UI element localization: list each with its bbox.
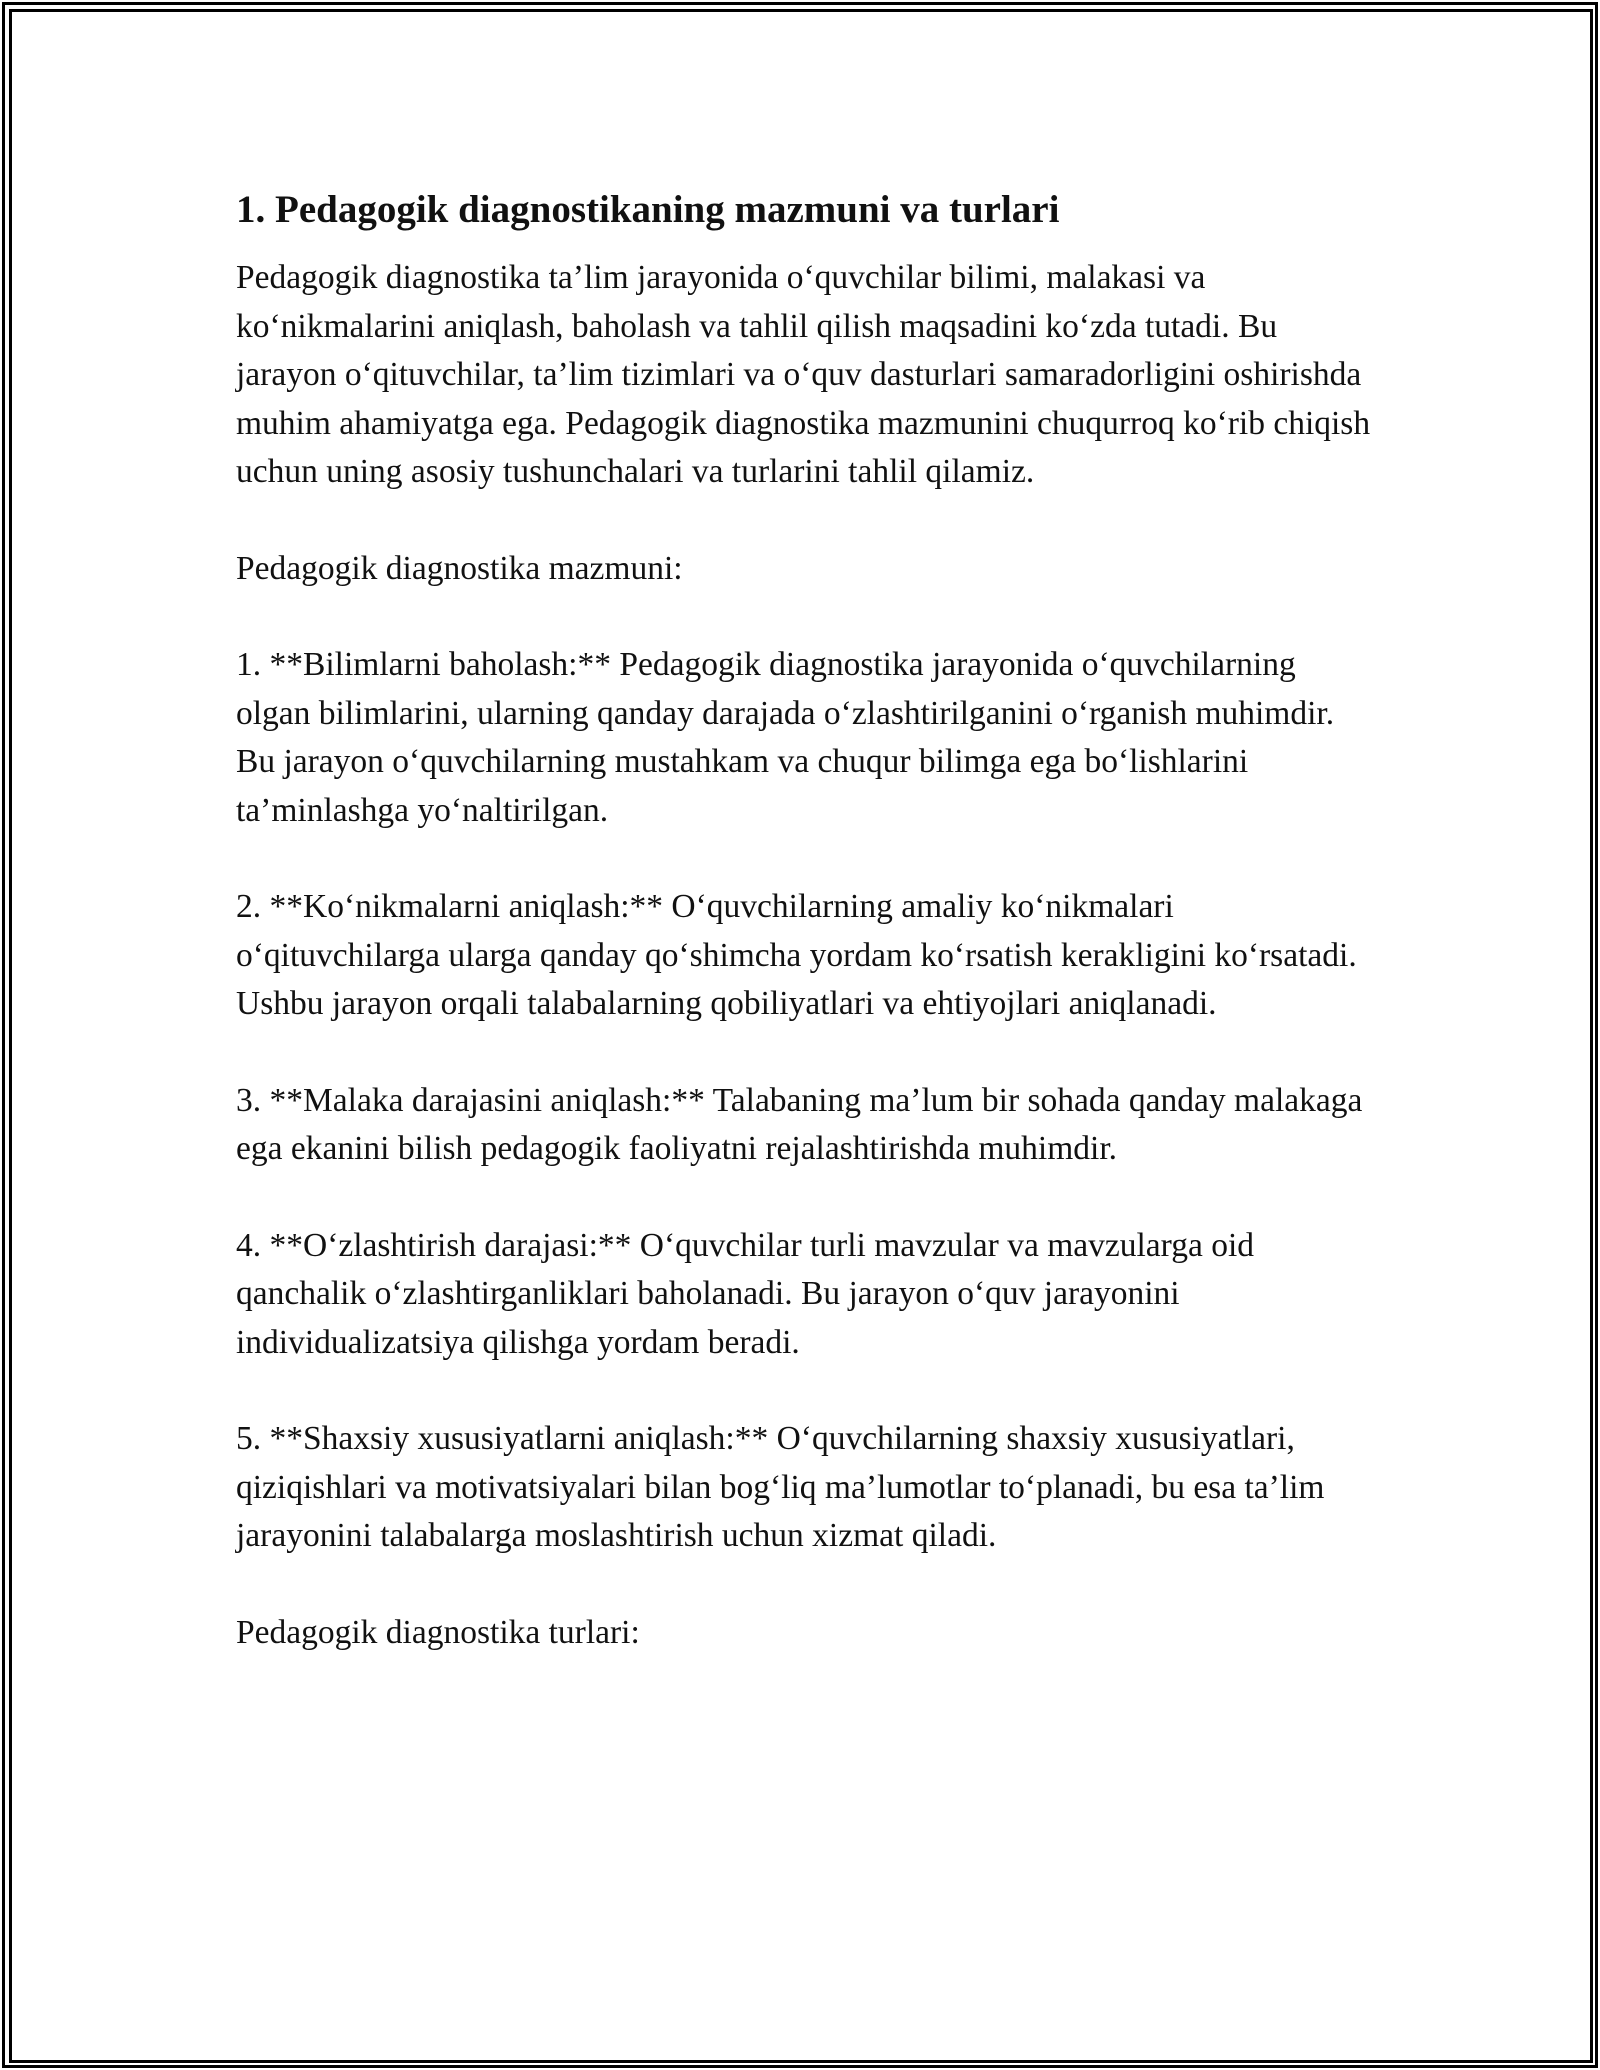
document-body (236, 186, 1376, 1705)
list-item-skills: 2. **Ko‘nikmalarni aniqlash:** O‘quvchilarning amaliy ko‘nikmalari o‘qituvchilarga ularga qanday qo‘shimcha yordam ko‘rsatish kerakligini ko‘rsatadi. Ushbu jarayon orqali talabalarning qobiliyatlari va ehtiyojlari aniqlanadi. (236, 888, 1357, 1022)
content-subheading: Pedagogik diagnostika mazmuni: (236, 549, 683, 587)
list-item-personal-traits: 5. **Shaxsiy xususiyatlarni aniqlash:** O‘quvchilarning shaxsiy xususiyatlari, qiziqishlari va motivatsiyalari bilan bog‘liq ma’lumotlar to‘planadi, bu esa ta’lim jarayonini talabalarga moslashtirish uchun xizmat qiladi. (236, 1420, 1325, 1554)
list-item-knowledge: 1. **Bilimlarni baholash:** Pedagogik diagnostika jarayonida o‘quvchilarning olgan bilimlarini, ularning qanday darajada o‘zlashtirilganini o‘rganish muhimdir. Bu jarayon o‘quvchilarning mustahkam va chuqur bilimga ega bo‘lishlarini ta’minlashga yo‘naltirilgan. (236, 646, 1335, 829)
section-heading: 1. Pedagogik diagnostikaning mazmuni va turlari (236, 188, 1060, 231)
list-item-mastery: 4. **O‘zlashtirish darajasi:** O‘quvchilar turli mavzular va mavzularga oid qanchalik o‘zlashtirganliklari baholanadi. Bu jarayon o‘quv jarayonini individualizatsiya qilishga yordam beradi. (236, 1226, 1255, 1361)
list-item-qualification: 3. **Malaka darajasini aniqlash:** Talabaning ma’lum bir sohada qanday malakaga ega ekanini bilish pedagogik faoliyatni rejalashtirishda muhimdir. (236, 1081, 1363, 1167)
types-subheading: Pedagogik diagnostika turlari: (236, 1613, 640, 1651)
intro-paragraph: Pedagogik diagnostika ta’lim jarayonida o‘quvchilar bilimi, malakasi va ko‘nikmalarini aniqlash, baholash va tahlil qilish maqsadini ko‘zda tutadi. Bu jarayon o‘qituvchilar, ta’lim tizimlari va o‘quv dasturlari samaradorligini oshirishda muhim ahamiyatga ega. Pedagogik diagnostika mazmunini chuqurroq ko‘rib chiqish uchun uning asosiy tushunchalari va turlarini tahlil qilamiz. (236, 259, 1371, 490)
